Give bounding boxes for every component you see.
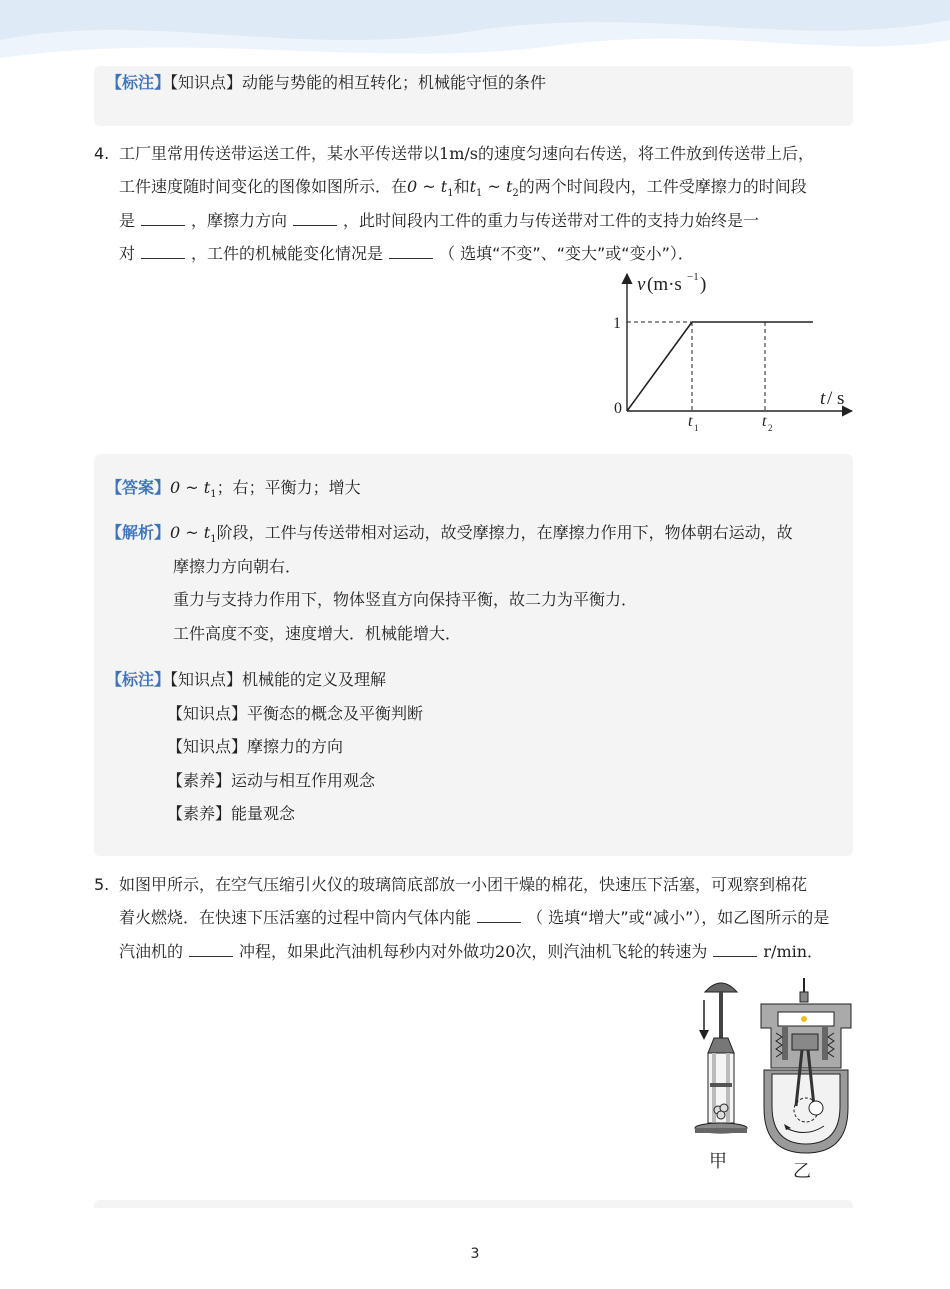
question-4-line-1: 工厂里常用传送带运送工件，某水平传送带以1m/s的速度匀速向右传送，将工件放到传送带上后，: [119, 144, 814, 163]
answer-panel: [94, 454, 853, 856]
analysis-line-3: 重力与支持力作用下，物体竖直方向保持平衡，故二力为平衡力．: [173, 590, 638, 609]
answer-line: 【答案】0 ~ $t_1$；右；平衡力；增大: [106, 478, 361, 501]
y-axis-label-exp: −1: [687, 271, 699, 283]
figure-label-a: 甲: [709, 1151, 727, 1172]
y-axis-label: v: [637, 274, 646, 295]
answer-blank-4[interactable]: [389, 244, 433, 259]
answer-blank-7[interactable]: [713, 942, 757, 957]
t2-sub: 2: [768, 423, 773, 433]
analysis-tag: 【解析】: [106, 523, 171, 542]
figure-label-b: 乙: [793, 1161, 811, 1182]
x-axis-label-unit: / s: [827, 388, 845, 409]
next-panel-edge: [94, 1200, 853, 1208]
question-5-line-1: 如图甲所示，在空气压缩引火仪的玻璃筒底部放一小团干燥的棉花，快速压下活塞，可观察到棉花: [119, 875, 808, 894]
question-4-line-2: 工件速度随时间变化的图像如图所示．在0 ~ $t_1$和$t_1$ ~ $t_2$的两个时间段内，工件受摩擦力的时间段: [119, 177, 807, 200]
t1-sub: 1: [694, 423, 699, 433]
question-5-line-2: 着火燃烧．在快速下压活塞的过程中筒内气体内能 （ 选填“增大”或“减小”），如乙图所示的是: [119, 908, 830, 927]
answer-blank-5[interactable]: [477, 908, 521, 923]
answer-tag: 【答案】: [106, 478, 171, 497]
t2-label: t: [762, 413, 767, 430]
answer-blank-6[interactable]: [189, 942, 233, 957]
note-line-4: 【素养】运动与相互作用观念: [167, 771, 376, 790]
analysis-line-2: 摩擦力方向朝右．: [173, 557, 302, 576]
note-line-3: 【知识点】摩擦力的方向: [167, 737, 344, 756]
answer-blank-2[interactable]: [293, 211, 337, 226]
question-4-line-4: 对 ，工件的机械能变化情况是 （ 选填“不变”、“变大”或“变小”）．: [119, 244, 694, 263]
note-line-5: 【素养】能量观念: [167, 804, 296, 823]
note-tag: 【标注】: [106, 73, 171, 92]
fire-piston-illustration: [688, 978, 758, 1143]
answer-blank-3[interactable]: [141, 244, 185, 259]
y-axis-label-text: (m·s: [647, 274, 682, 295]
previous-note-line: [106, 71, 546, 95]
accelerating-segment: [627, 322, 692, 411]
header-wave-decoration: [0, 0, 950, 70]
y-axis-label-close: ): [700, 274, 707, 295]
gasoline-engine-illustration: [756, 978, 856, 1163]
question-5-number: 5.: [94, 875, 110, 894]
analysis-line-4: 工件高度不变，速度增大．机械能增大．: [173, 624, 462, 643]
page-number: 3: [470, 1246, 480, 1262]
note-tag: 【标注】: [106, 670, 171, 689]
x-axis-label-t: t: [820, 388, 826, 409]
question-5-line-3: 汽油机的 冲程，如果此汽油机每秒内对外做功20次，则汽油机飞轮的转速为 r/min．: [119, 942, 824, 961]
origin-label: 0: [614, 400, 622, 417]
question-4-number: 4.: [94, 144, 110, 163]
speed-value: 1m/s: [439, 144, 478, 163]
answer-blank-1[interactable]: [141, 211, 185, 226]
note-line-1: 【标注】【知识点】机械能的定义及理解: [106, 670, 387, 689]
y-tick-1: 1: [613, 315, 621, 332]
note-text: 【知识点】动能与势能的相互转化；机械能守恒的条件: [170, 73, 547, 92]
analysis-line-1: 【解析】0 ~ $t_1$阶段，工件与传送带相对运动，故受摩擦力，在摩擦力作用下，物体朝右运动，故: [106, 523, 793, 546]
velocity-time-graph: [600, 268, 860, 438]
t1-label: t: [688, 413, 693, 430]
question-4-line-3: 是 ，摩擦力方向 ，此时间段内工件的重力与传送带对工件的支持力始终是一: [119, 211, 760, 230]
note-line-2: 【知识点】平衡态的概念及平衡判断: [167, 704, 424, 723]
